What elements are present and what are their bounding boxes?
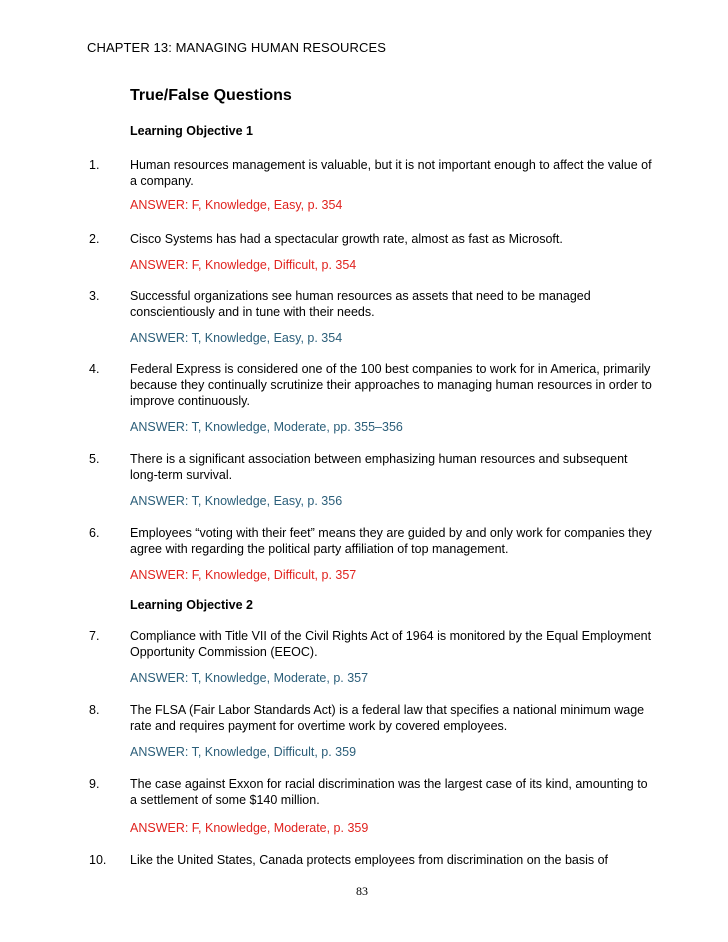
- question-number: 3.: [89, 289, 100, 303]
- question-number: 1.: [89, 158, 100, 172]
- question-text: The case against Exxon for racial discrimination was the largest case of its kind, amounting to a settlement of some $140 million.: [130, 777, 648, 807]
- answer-line: ANSWER: F, Knowledge, Difficult, p. 357: [130, 568, 357, 582]
- question-text: The FLSA (Fair Labor Standards Act) is a federal law that specifies a national minimum wage rate and requires payment for overtime work by covered employees.: [130, 703, 645, 733]
- answer-line: ANSWER: T, Knowledge, Moderate, p. 357: [130, 671, 369, 685]
- question-number: 4.: [89, 362, 100, 376]
- question-number: 7.: [89, 629, 100, 643]
- question-number: 9.: [89, 777, 100, 791]
- question-text: Successful organizations see human resources as assets that need to be managed conscientiously and in tune with their needs.: [130, 289, 591, 319]
- page-number: 83: [356, 884, 368, 898]
- answer-line: ANSWER: F, Knowledge, Easy, p. 354: [130, 198, 343, 212]
- answer-line: ANSWER: T, Knowledge, Moderate, pp. 355–356: [130, 420, 403, 434]
- question-number: 10.: [89, 853, 107, 867]
- question-text: Federal Express is considered one of the 100 best companies to work for in America, primarily because they continually scrutinize their approaches to managing human resources in order to improve continuously.: [130, 362, 652, 408]
- question-number: 2.: [89, 232, 100, 246]
- question-text: Like the United States, Canada protects employees from discrimination on the basis of: [130, 853, 609, 867]
- chapter-header: CHAPTER 13: MANAGING HUMAN RESOURCES: [87, 40, 387, 55]
- question-text: Compliance with Title VII of the Civil Rights Act of 1964 is monitored by the Equal Employment Opportunity Commission (EEOC).: [130, 629, 652, 659]
- question-text: Employees “voting with their feet” means they are guided by and only work for companies they agree with regarding the political party affiliation of top management.: [130, 526, 652, 556]
- question-text: Human resources management is valuable, but it is not important enough to affect the value of a company.: [130, 158, 652, 188]
- answer-line: ANSWER: T, Knowledge, Difficult, p. 359: [130, 745, 357, 759]
- answer-line: ANSWER: T, Knowledge, Easy, p. 356: [130, 494, 343, 508]
- question-text: There is a significant association between emphasizing human resources and subsequent long-term survival.: [130, 452, 628, 482]
- question-number: 8.: [89, 703, 100, 717]
- question-text: Cisco Systems has had a spectacular growth rate, almost as fast as Microsoft.: [130, 232, 563, 246]
- answer-line: ANSWER: F, Knowledge, Moderate, p. 359: [130, 821, 369, 835]
- learning-objective-heading: Learning Objective 2: [130, 598, 253, 612]
- learning-objective-heading: Learning Objective 1: [130, 124, 253, 138]
- question-number: 6.: [89, 526, 100, 540]
- answer-line: ANSWER: T, Knowledge, Easy, p. 354: [130, 331, 343, 345]
- answer-line: ANSWER: F, Knowledge, Difficult, p. 354: [130, 258, 357, 272]
- section-title: True/False Questions: [130, 87, 292, 104]
- question-number: 5.: [89, 452, 100, 466]
